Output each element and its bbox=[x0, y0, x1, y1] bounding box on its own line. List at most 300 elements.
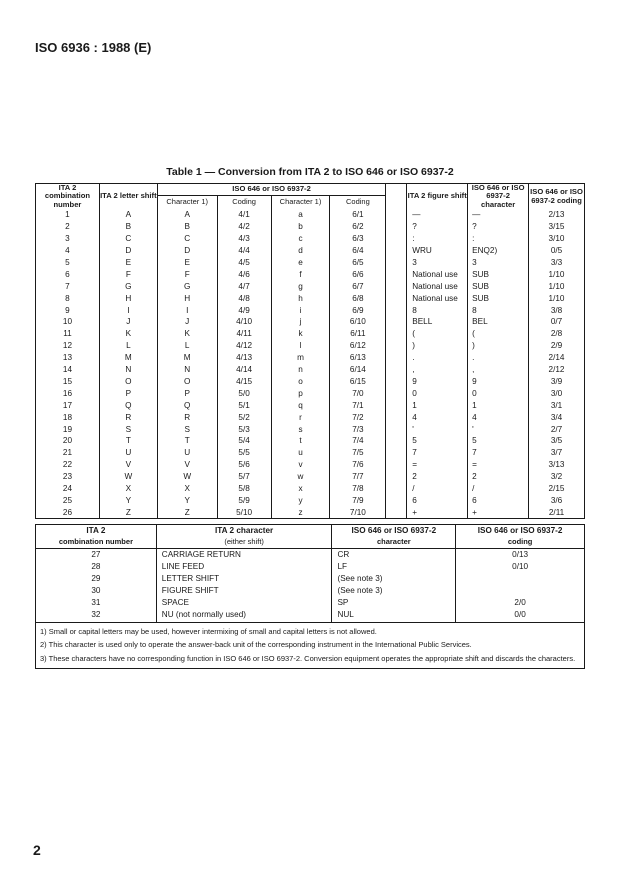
cell-character-lower: s bbox=[271, 423, 330, 435]
cell-character-lower: m bbox=[271, 352, 330, 364]
cell-character-upper: R bbox=[157, 411, 217, 423]
cell-gap bbox=[386, 494, 407, 506]
cell-coding-upper: 4/10 bbox=[217, 316, 271, 328]
cell-coding-lower: 6/14 bbox=[330, 364, 386, 376]
cell-gap bbox=[386, 328, 407, 340]
cell-coding-lower: 6/5 bbox=[330, 257, 386, 269]
cell-gap bbox=[386, 340, 407, 352]
cell-combination: 31 bbox=[36, 597, 157, 609]
cell-character-upper: F bbox=[157, 268, 217, 280]
cell-iso-character: SP bbox=[332, 597, 456, 609]
cell-gap bbox=[386, 506, 407, 518]
cell-combination: 21 bbox=[36, 447, 100, 459]
cell-combination: 22 bbox=[36, 459, 100, 471]
cell-iso-character: 1 bbox=[468, 399, 529, 411]
cell-iso-coding bbox=[456, 573, 585, 585]
cell-iso-character: SUB bbox=[468, 268, 529, 280]
cell-coding-lower: 7/8 bbox=[330, 483, 386, 495]
table-notes bbox=[36, 623, 585, 668]
cell-iso-character: — bbox=[468, 209, 529, 221]
cell-iso-coding bbox=[456, 585, 585, 597]
cell-character-lower: d bbox=[271, 245, 330, 257]
cell-coding-lower: 6/9 bbox=[330, 304, 386, 316]
cell-combination: 6 bbox=[36, 268, 100, 280]
cell-iso-character: . bbox=[468, 352, 529, 364]
cell-character-lower: x bbox=[271, 483, 330, 495]
cell-figure: 4 bbox=[407, 411, 468, 423]
cell-character-lower: v bbox=[271, 459, 330, 471]
table-row bbox=[36, 376, 585, 388]
cell-coding-lower: 7/2 bbox=[330, 411, 386, 423]
header-iso-coding: ISO 646 or ISO 6937-2 coding bbox=[529, 184, 585, 210]
cell-character-lower: r bbox=[271, 411, 330, 423]
cell-coding-upper: 5/2 bbox=[217, 411, 271, 423]
cell-coding-lower: 6/13 bbox=[330, 352, 386, 364]
table-row bbox=[36, 399, 585, 411]
cell-gap bbox=[386, 483, 407, 495]
cell-iso-character: SUB bbox=[468, 292, 529, 304]
cell-coding-lower: 6/1 bbox=[330, 209, 386, 221]
cell-coding-lower: 7/5 bbox=[330, 447, 386, 459]
cell-iso-character: LF bbox=[332, 561, 456, 573]
cell-character-upper: N bbox=[157, 364, 217, 376]
cell-description: NU (not normally used) bbox=[156, 608, 332, 622]
cell-iso-character: (See note 3) bbox=[332, 573, 456, 585]
cell-coding-lower: 6/11 bbox=[330, 328, 386, 340]
cell-letter: G bbox=[99, 280, 157, 292]
cell-coding-upper: 5/1 bbox=[217, 399, 271, 411]
cell-gap bbox=[386, 209, 407, 221]
cell-combination: 1 bbox=[36, 209, 100, 221]
cell-character-lower: t bbox=[271, 435, 330, 447]
header-iso-group: ISO 646 or ISO 6937-2 bbox=[157, 184, 386, 196]
cell-coding-upper: 5/7 bbox=[217, 471, 271, 483]
table-row bbox=[36, 435, 585, 447]
cell-letter: D bbox=[99, 245, 157, 257]
cell-coding-lower: 7/0 bbox=[330, 387, 386, 399]
cell-coding-upper: 4/7 bbox=[217, 280, 271, 292]
cell-iso-character: 0 bbox=[468, 387, 529, 399]
cell-iso-coding: 3/1 bbox=[529, 399, 585, 411]
cell-coding-lower: 6/7 bbox=[330, 280, 386, 292]
conversion-table bbox=[35, 183, 585, 519]
cell-combination: 7 bbox=[36, 280, 100, 292]
cell-combination: 13 bbox=[36, 352, 100, 364]
cell-letter: M bbox=[99, 352, 157, 364]
cell-iso-coding: 3/10 bbox=[529, 233, 585, 245]
cell-figure: : bbox=[407, 233, 468, 245]
cell-character-lower: c bbox=[271, 233, 330, 245]
cell-gap bbox=[386, 304, 407, 316]
cell-combination: 26 bbox=[36, 506, 100, 518]
cell-letter: Z bbox=[99, 506, 157, 518]
table-row bbox=[36, 340, 585, 352]
cell-character-upper: O bbox=[157, 376, 217, 388]
cell-iso-coding: 3/5 bbox=[529, 435, 585, 447]
header-character-1: Character 1) bbox=[157, 196, 217, 210]
cell-character-upper: P bbox=[157, 387, 217, 399]
cell-iso-character: = bbox=[468, 459, 529, 471]
cell-character-lower: f bbox=[271, 268, 330, 280]
cell-figure: ' bbox=[407, 423, 468, 435]
cell-letter: E bbox=[99, 257, 157, 269]
cell-character-upper: G bbox=[157, 280, 217, 292]
cell-combination: 27 bbox=[36, 549, 157, 561]
cell-combination: 29 bbox=[36, 573, 157, 585]
table-row bbox=[36, 387, 585, 399]
cell-letter: W bbox=[99, 471, 157, 483]
cell-figure: WRU bbox=[407, 245, 468, 257]
cell-character-lower: z bbox=[271, 506, 330, 518]
cell-figure: ? bbox=[407, 221, 468, 233]
cell-combination: 17 bbox=[36, 399, 100, 411]
cell-combination: 19 bbox=[36, 423, 100, 435]
cell-iso-character: 8 bbox=[468, 304, 529, 316]
cell-iso-character: 4 bbox=[468, 411, 529, 423]
cell-iso-coding: 1/10 bbox=[529, 280, 585, 292]
t2-header-comb: ITA 2 bbox=[36, 525, 157, 538]
cell-description: FIGURE SHIFT bbox=[156, 585, 332, 597]
header-coding-1: Coding bbox=[217, 196, 271, 210]
cell-coding-upper: 5/6 bbox=[217, 459, 271, 471]
table-row bbox=[36, 459, 585, 471]
cell-gap bbox=[386, 352, 407, 364]
cell-coding-upper: 4/14 bbox=[217, 364, 271, 376]
table-row bbox=[36, 471, 585, 483]
cell-iso-character: NUL bbox=[332, 608, 456, 622]
cell-coding-upper: 5/4 bbox=[217, 435, 271, 447]
cell-letter: Q bbox=[99, 399, 157, 411]
cell-iso-character: (See note 3) bbox=[332, 585, 456, 597]
cell-letter: F bbox=[99, 268, 157, 280]
cell-character-lower: i bbox=[271, 304, 330, 316]
cell-letter: T bbox=[99, 435, 157, 447]
cell-combination: 18 bbox=[36, 411, 100, 423]
cell-figure: 6 bbox=[407, 494, 468, 506]
cell-coding-lower: 6/12 bbox=[330, 340, 386, 352]
table-row bbox=[36, 423, 585, 435]
cell-iso-coding: 2/0 bbox=[456, 597, 585, 609]
cell-coding-upper: 4/12 bbox=[217, 340, 271, 352]
cell-iso-coding: 2/8 bbox=[529, 328, 585, 340]
cell-iso-character: / bbox=[468, 483, 529, 495]
cell-character-upper: W bbox=[157, 471, 217, 483]
cell-figure: 9 bbox=[407, 376, 468, 388]
cell-gap bbox=[386, 471, 407, 483]
cell-figure: 5 bbox=[407, 435, 468, 447]
cell-character-lower: j bbox=[271, 316, 330, 328]
cell-gap bbox=[386, 411, 407, 423]
cell-combination: 23 bbox=[36, 471, 100, 483]
cell-figure: 2 bbox=[407, 471, 468, 483]
cell-character-upper: J bbox=[157, 316, 217, 328]
cell-description: LINE FEED bbox=[156, 561, 332, 573]
cell-combination: 11 bbox=[36, 328, 100, 340]
cell-figure: ( bbox=[407, 328, 468, 340]
table-note: 3) These characters have no corresponding function in ISO 646 or ISO 6937-2. Conversion equipment operates the appropriate shift and discards the characters. bbox=[40, 653, 576, 663]
cell-figure: National use bbox=[407, 292, 468, 304]
cell-iso-character: , bbox=[468, 364, 529, 376]
cell-description: CARRIAGE RETURN bbox=[156, 549, 332, 561]
cell-iso-coding: 3/15 bbox=[529, 221, 585, 233]
cell-coding-lower: 7/9 bbox=[330, 494, 386, 506]
cell-coding-lower: 7/6 bbox=[330, 459, 386, 471]
cell-character-upper: T bbox=[157, 435, 217, 447]
cell-figure: BELL bbox=[407, 316, 468, 328]
cell-figure: , bbox=[407, 364, 468, 376]
cell-iso-coding: 3/13 bbox=[529, 459, 585, 471]
table-row bbox=[36, 292, 585, 304]
header-figure-shift: ITA 2 figure shift bbox=[407, 184, 468, 210]
cell-iso-coding: 2/11 bbox=[529, 506, 585, 518]
cell-character-lower: e bbox=[271, 257, 330, 269]
cell-character-upper: X bbox=[157, 483, 217, 495]
cell-letter: Y bbox=[99, 494, 157, 506]
cell-character-lower: a bbox=[271, 209, 330, 221]
cell-gap bbox=[386, 280, 407, 292]
cell-character-lower: w bbox=[271, 471, 330, 483]
cell-coding-upper: 4/3 bbox=[217, 233, 271, 245]
cell-combination: 9 bbox=[36, 304, 100, 316]
cell-letter: K bbox=[99, 328, 157, 340]
cell-gap bbox=[386, 292, 407, 304]
cell-combination: 2 bbox=[36, 221, 100, 233]
cell-iso-character: SUB bbox=[468, 280, 529, 292]
table-row bbox=[36, 494, 585, 506]
cell-gap bbox=[386, 233, 407, 245]
cell-letter: L bbox=[99, 340, 157, 352]
cell-coding-upper: 4/9 bbox=[217, 304, 271, 316]
cell-letter: J bbox=[99, 316, 157, 328]
table-row bbox=[36, 352, 585, 364]
cell-character-upper: C bbox=[157, 233, 217, 245]
table-row bbox=[36, 608, 585, 622]
cell-iso-character: ' bbox=[468, 423, 529, 435]
cell-figure: 7 bbox=[407, 447, 468, 459]
cell-iso-coding: 0/7 bbox=[529, 316, 585, 328]
cell-gap bbox=[386, 387, 407, 399]
cell-iso-coding: 0/10 bbox=[456, 561, 585, 573]
cell-gap bbox=[386, 316, 407, 328]
header-letter-shift: ITA 2 letter shift bbox=[99, 184, 157, 210]
cell-combination: 10 bbox=[36, 316, 100, 328]
cell-letter: C bbox=[99, 233, 157, 245]
cell-combination: 8 bbox=[36, 292, 100, 304]
table-row bbox=[36, 268, 585, 280]
cell-iso-character: 2 bbox=[468, 471, 529, 483]
document-header: ISO 6936 : 1988 (E) bbox=[35, 40, 152, 55]
table-row bbox=[36, 549, 585, 561]
cell-letter: X bbox=[99, 483, 157, 495]
cell-figure: — bbox=[407, 209, 468, 221]
cell-iso-coding: 3/9 bbox=[529, 376, 585, 388]
cell-character-lower: b bbox=[271, 221, 330, 233]
table-row bbox=[36, 447, 585, 459]
table-caption: Table 1 — Conversion from ITA 2 to ISO 646 or ISO 6937-2 bbox=[166, 166, 454, 178]
cell-character-lower: o bbox=[271, 376, 330, 388]
cell-coding-upper: 4/11 bbox=[217, 328, 271, 340]
cell-letter: I bbox=[99, 304, 157, 316]
cell-combination: 4 bbox=[36, 245, 100, 257]
cell-gap bbox=[386, 257, 407, 269]
cell-figure: ) bbox=[407, 340, 468, 352]
cell-coding-upper: 4/2 bbox=[217, 221, 271, 233]
t2-header-iso: ISO 646 or ISO 6937-2 bbox=[332, 525, 456, 538]
cell-combination: 5 bbox=[36, 257, 100, 269]
cell-character-lower: k bbox=[271, 328, 330, 340]
cell-coding-upper: 4/4 bbox=[217, 245, 271, 257]
cell-coding-upper: 5/10 bbox=[217, 506, 271, 518]
cell-figure: National use bbox=[407, 280, 468, 292]
cell-iso-coding: 3/8 bbox=[529, 304, 585, 316]
cell-gap bbox=[386, 376, 407, 388]
cell-coding-lower: 7/7 bbox=[330, 471, 386, 483]
t2-header-code: ISO 646 or ISO 6937-2 bbox=[456, 525, 585, 538]
table-row bbox=[36, 245, 585, 257]
table-row bbox=[36, 280, 585, 292]
cell-gap bbox=[386, 423, 407, 435]
cell-letter: R bbox=[99, 411, 157, 423]
cell-coding-lower: 7/3 bbox=[330, 423, 386, 435]
cell-letter: V bbox=[99, 459, 157, 471]
table-row bbox=[36, 585, 585, 597]
cell-coding-upper: 5/0 bbox=[217, 387, 271, 399]
cell-iso-character: + bbox=[468, 506, 529, 518]
cell-iso-coding: 2/15 bbox=[529, 483, 585, 495]
cell-iso-coding: 2/13 bbox=[529, 209, 585, 221]
cell-gap bbox=[386, 268, 407, 280]
cell-gap bbox=[386, 399, 407, 411]
cell-letter: H bbox=[99, 292, 157, 304]
cell-iso-character: ? bbox=[468, 221, 529, 233]
cell-iso-character: 7 bbox=[468, 447, 529, 459]
cell-iso-coding: 1/10 bbox=[529, 292, 585, 304]
cell-character-upper: S bbox=[157, 423, 217, 435]
cell-character-upper: L bbox=[157, 340, 217, 352]
table-row bbox=[36, 411, 585, 423]
t2-header-char-sub: (either shift) bbox=[156, 537, 332, 549]
cell-letter: B bbox=[99, 221, 157, 233]
cell-combination: 20 bbox=[36, 435, 100, 447]
cell-figure: = bbox=[407, 459, 468, 471]
cell-iso-coding: 3/3 bbox=[529, 257, 585, 269]
cell-coding-upper: 5/3 bbox=[217, 423, 271, 435]
cell-iso-character: ( bbox=[468, 328, 529, 340]
cell-combination: 28 bbox=[36, 561, 157, 573]
cell-iso-character: 5 bbox=[468, 435, 529, 447]
cell-character-upper: B bbox=[157, 221, 217, 233]
control-table-body bbox=[36, 549, 585, 623]
cell-coding-upper: 4/8 bbox=[217, 292, 271, 304]
cell-iso-character: ) bbox=[468, 340, 529, 352]
t2-header-comb-sub: combination number bbox=[36, 537, 157, 549]
cell-iso-character: 3 bbox=[468, 257, 529, 269]
cell-coding-lower: 6/3 bbox=[330, 233, 386, 245]
cell-letter: P bbox=[99, 387, 157, 399]
table-row bbox=[36, 209, 585, 221]
cell-iso-coding: 0/5 bbox=[529, 245, 585, 257]
header-character-2: Character 1) bbox=[271, 196, 330, 210]
cell-figure: 8 bbox=[407, 304, 468, 316]
cell-letter: S bbox=[99, 423, 157, 435]
page-number: 2 bbox=[33, 842, 41, 858]
cell-coding-lower: 6/15 bbox=[330, 376, 386, 388]
cell-iso-character: : bbox=[468, 233, 529, 245]
cell-gap bbox=[386, 221, 407, 233]
cell-coding-lower: 6/10 bbox=[330, 316, 386, 328]
table-row bbox=[36, 364, 585, 376]
cell-figure: National use bbox=[407, 268, 468, 280]
cell-iso-coding: 1/10 bbox=[529, 268, 585, 280]
cell-character-upper: M bbox=[157, 352, 217, 364]
cell-figure: . bbox=[407, 352, 468, 364]
cell-description: SPACE bbox=[156, 597, 332, 609]
cell-coding-upper: 4/15 bbox=[217, 376, 271, 388]
cell-character-upper: I bbox=[157, 304, 217, 316]
table-row bbox=[36, 233, 585, 245]
cell-combination: 24 bbox=[36, 483, 100, 495]
cell-iso-coding: 0/13 bbox=[456, 549, 585, 561]
cell-character-upper: V bbox=[157, 459, 217, 471]
cell-gap bbox=[386, 447, 407, 459]
cell-character-upper: Z bbox=[157, 506, 217, 518]
cell-character-upper: U bbox=[157, 447, 217, 459]
table-row bbox=[36, 573, 585, 585]
cell-coding-lower: 6/2 bbox=[330, 221, 386, 233]
cell-coding-upper: 5/8 bbox=[217, 483, 271, 495]
cell-combination: 25 bbox=[36, 494, 100, 506]
t2-header-code-sub: coding bbox=[456, 537, 585, 549]
cell-iso-coding: 2/14 bbox=[529, 352, 585, 364]
cell-description: LETTER SHIFT bbox=[156, 573, 332, 585]
notes-cell bbox=[36, 623, 585, 668]
cell-figure: 0 bbox=[407, 387, 468, 399]
table-note: 2) This character is used only to operate the answer-back unit of the corresponding instrument in the International Public Services. bbox=[40, 640, 472, 650]
cell-coding-upper: 4/5 bbox=[217, 257, 271, 269]
cell-letter: U bbox=[99, 447, 157, 459]
cell-gap bbox=[386, 435, 407, 447]
cell-gap bbox=[386, 364, 407, 376]
cell-figure: + bbox=[407, 506, 468, 518]
cell-combination: 32 bbox=[36, 608, 157, 622]
cell-character-upper: Q bbox=[157, 399, 217, 411]
header-iso-character: ISO 646 or ISO 6937-2 character bbox=[468, 184, 529, 210]
cell-combination: 30 bbox=[36, 585, 157, 597]
header-gap bbox=[386, 184, 407, 210]
cell-combination: 14 bbox=[36, 364, 100, 376]
table-row bbox=[36, 506, 585, 518]
cell-character-upper: A bbox=[157, 209, 217, 221]
cell-iso-character: 9 bbox=[468, 376, 529, 388]
cell-iso-coding: 3/7 bbox=[529, 447, 585, 459]
cell-gap bbox=[386, 245, 407, 257]
cell-character-upper: Y bbox=[157, 494, 217, 506]
control-table bbox=[35, 524, 585, 669]
cell-character-lower: h bbox=[271, 292, 330, 304]
cell-iso-coding: 2/9 bbox=[529, 340, 585, 352]
cell-character-lower: l bbox=[271, 340, 330, 352]
cell-letter: A bbox=[99, 209, 157, 221]
cell-iso-coding: 3/0 bbox=[529, 387, 585, 399]
cell-iso-coding: 0/0 bbox=[456, 608, 585, 622]
t2-header-iso-sub: character bbox=[332, 537, 456, 549]
cell-character-lower: p bbox=[271, 387, 330, 399]
table-row bbox=[36, 483, 585, 495]
cell-coding-lower: 7/4 bbox=[330, 435, 386, 447]
cell-letter: N bbox=[99, 364, 157, 376]
cell-iso-character: BEL bbox=[468, 316, 529, 328]
t2-header-char: ITA 2 character bbox=[156, 525, 332, 538]
